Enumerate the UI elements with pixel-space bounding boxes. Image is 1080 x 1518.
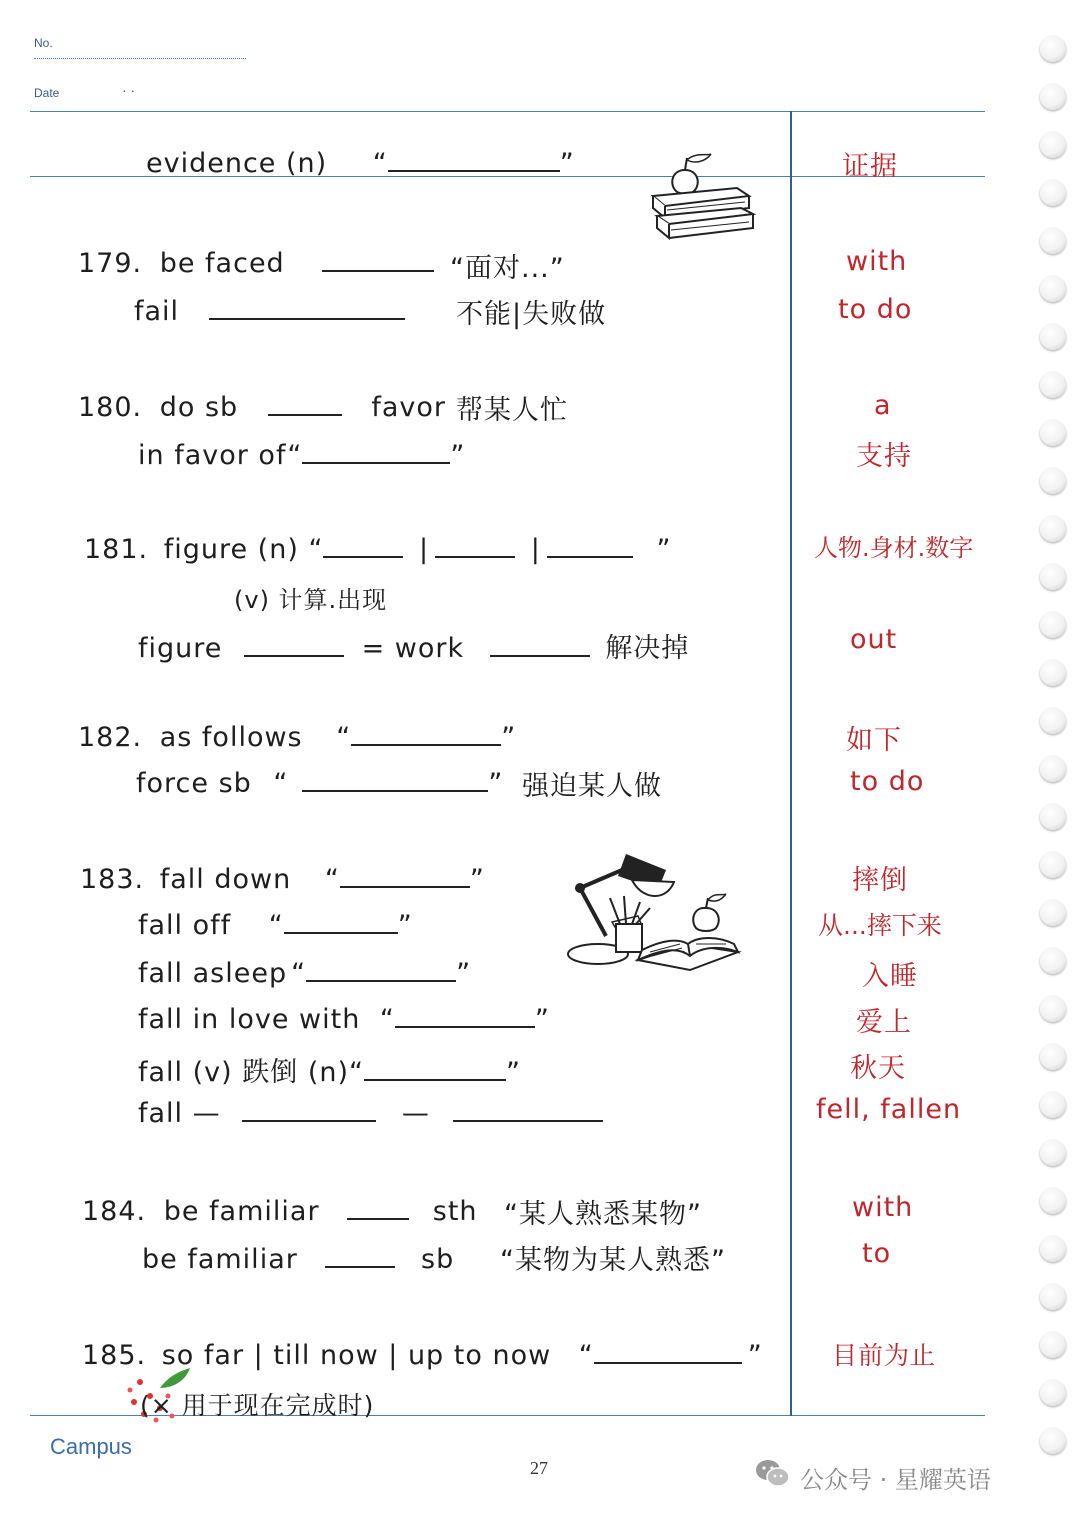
answer-blank xyxy=(547,556,633,558)
entry-183-line-1 xyxy=(80,864,485,895)
binding-ring xyxy=(1040,324,1066,350)
answer-blank xyxy=(302,462,450,464)
entry-179-line-1 xyxy=(78,248,434,279)
close-quote: ” xyxy=(501,722,517,753)
item-number: 185. xyxy=(82,1340,147,1371)
binding-ring xyxy=(1040,564,1066,590)
binding-ring xyxy=(1040,660,1066,686)
answer-blank xyxy=(388,170,560,172)
meaning-text: “某人熟悉某物” xyxy=(504,1199,702,1230)
binding-ring xyxy=(1040,468,1066,494)
close-quote: ” xyxy=(506,1057,522,1088)
answer-blank xyxy=(242,1120,376,1122)
meaning-text: “某物为某人熟悉” xyxy=(500,1245,726,1276)
entry-184-line-1 xyxy=(82,1196,478,1227)
page-number: 27 xyxy=(530,1458,548,1478)
answer-text: 人物.身材.数字 xyxy=(814,534,974,562)
phrase-text: be faced xyxy=(159,248,285,279)
no-dotted-line xyxy=(34,58,246,59)
phrase-text: favor xyxy=(371,392,447,423)
no-label: No. xyxy=(34,36,53,50)
answer-blank xyxy=(323,556,403,558)
entry-word: evidence (n) xyxy=(146,148,328,179)
item-number: 183. xyxy=(80,864,145,895)
entry-183-line-2 xyxy=(138,910,413,941)
entry-181-line-3 xyxy=(138,626,689,665)
entry-180-line-1 xyxy=(78,392,446,423)
entry-180-line-2 xyxy=(138,440,465,471)
open-quote: “ xyxy=(287,440,303,471)
binding-ring xyxy=(1040,1428,1066,1454)
phrase-text: fall in love with xyxy=(138,1004,361,1035)
entry-182-line-1 xyxy=(78,722,516,753)
entry-179-line-2 xyxy=(134,296,405,327)
separator: | xyxy=(530,534,541,565)
binding-ring xyxy=(1040,852,1066,878)
answer-blank xyxy=(244,655,344,657)
phrase-text: sb xyxy=(421,1244,455,1275)
answer-blank xyxy=(322,270,434,272)
binding-ring xyxy=(1040,1284,1066,1310)
binding-ring xyxy=(1040,1140,1066,1166)
separator: | xyxy=(419,534,430,565)
date-dots: · · xyxy=(122,82,136,98)
answer-text: 入睡 xyxy=(862,961,918,992)
binding-ring xyxy=(1040,516,1066,542)
meaning-text: 强迫某人做 xyxy=(522,771,662,802)
answer-text: with xyxy=(852,1192,914,1223)
entry-184-line-2 xyxy=(142,1244,454,1275)
answer-blank xyxy=(284,932,398,934)
answer-text: 摔倒 xyxy=(852,865,908,896)
phrase-text: sth xyxy=(432,1196,478,1227)
phrase-text: = work xyxy=(361,633,465,664)
phrase-text: figure xyxy=(138,633,223,664)
item-number: 184. xyxy=(82,1196,147,1227)
phrase-text: fall asleep xyxy=(138,958,288,989)
brand-logo: Campus xyxy=(50,1434,132,1459)
open-quote: “ xyxy=(349,1057,365,1088)
phrase-text: be familiar xyxy=(163,1196,320,1227)
lamp-book-illustration xyxy=(566,848,742,974)
watermark-text: 公众号 · 星耀英语 xyxy=(800,1466,991,1494)
entry-183-line-5 xyxy=(138,1050,521,1089)
binding-ring xyxy=(1040,804,1066,830)
answer-blank xyxy=(395,1026,535,1028)
phrase-text: figure (n) xyxy=(163,534,299,565)
phrase-text: as follows xyxy=(159,722,303,753)
binding-ring xyxy=(1040,948,1066,974)
answer-text: out xyxy=(850,624,898,655)
binding-ring xyxy=(1040,36,1066,62)
close-quote: ” xyxy=(469,864,485,895)
phrase-text: fall off xyxy=(138,910,232,941)
answer-text: to xyxy=(862,1238,892,1269)
phrase-text: fall (v) 跌倒 (n) xyxy=(138,1057,350,1088)
phrase-text: force sb xyxy=(136,768,252,799)
answer-text: with xyxy=(846,246,908,277)
answer-text: to do xyxy=(838,294,913,325)
phrase-text: be familiar xyxy=(142,1244,298,1275)
phrase-text: do sb xyxy=(159,392,239,423)
answer-text: 如下 xyxy=(846,725,902,756)
binding-ring xyxy=(1040,180,1066,206)
open-quote: “ xyxy=(273,768,289,799)
dash: — xyxy=(401,1098,430,1129)
phrase-text: in favor of xyxy=(138,440,288,471)
answer-blank xyxy=(340,886,470,888)
item-number: 179. xyxy=(78,248,143,279)
binding-ring xyxy=(1040,1236,1066,1262)
close-quote: ” xyxy=(397,910,413,941)
answer-blank xyxy=(302,790,488,792)
item-number: 181. xyxy=(84,534,149,565)
binding-ring xyxy=(1040,1092,1066,1118)
binding-ring xyxy=(1040,996,1066,1022)
open-quote: “ xyxy=(324,864,340,895)
books-apple-illustration xyxy=(645,148,757,242)
answer-text: 秋天 xyxy=(850,1053,906,1084)
binding-ring xyxy=(1040,228,1066,254)
answer-blank xyxy=(351,744,501,746)
meaning-text: 不能|失败做 xyxy=(456,299,607,330)
phrase-text: fall down xyxy=(159,864,292,895)
open-quote: “ xyxy=(336,722,352,753)
answer-blank xyxy=(347,1218,409,1220)
item-number: 180. xyxy=(78,392,143,423)
meaning-text: 解决掉 xyxy=(605,633,690,664)
open-quote: “ xyxy=(291,958,307,989)
binding-ring xyxy=(1040,1380,1066,1406)
binding-ring xyxy=(1040,372,1066,398)
binding-ring xyxy=(1040,1044,1066,1070)
entry-182-line-2 xyxy=(136,768,503,799)
close-quote: ” xyxy=(456,958,472,989)
answer-text: a xyxy=(874,390,892,421)
item-number: 182. xyxy=(78,722,143,753)
meaning-text: “面对...” xyxy=(450,253,565,284)
entry-evidence xyxy=(146,148,575,179)
date-label: Date xyxy=(34,86,60,100)
answer-text: 目前为止 xyxy=(832,1341,937,1370)
entry-185-line-2: (× 用于现在完成时) xyxy=(140,1391,375,1420)
answer-blank xyxy=(453,1120,603,1122)
answer-text: to do xyxy=(850,766,925,797)
close-quote: ” xyxy=(488,768,504,799)
answer-text: fell, fallen xyxy=(816,1094,962,1125)
close-quote: ” xyxy=(559,148,575,179)
answer-blank xyxy=(325,1266,395,1268)
entry-181-line-2: (v) 计算.出现 xyxy=(234,586,388,614)
phrase-text: so far | till now | up to now xyxy=(161,1340,552,1371)
open-quote: “ xyxy=(268,910,284,941)
answer-blank xyxy=(594,1362,742,1364)
phrase-text: fall — xyxy=(138,1098,221,1129)
binding-ring xyxy=(1040,1188,1066,1214)
open-quote: “ xyxy=(578,1340,594,1371)
margin-line xyxy=(790,111,792,1416)
binding-ring xyxy=(1040,132,1066,158)
answer-blank xyxy=(209,318,405,320)
binding-ring xyxy=(1040,708,1066,734)
answer-text: 从...摔下来 xyxy=(818,911,942,940)
binding-ring xyxy=(1040,1332,1066,1358)
close-quote: ” xyxy=(747,1340,763,1371)
answer-text: 证据 xyxy=(842,151,898,182)
answer-blank xyxy=(268,414,342,416)
answer-blank xyxy=(490,655,590,657)
answer-blank xyxy=(435,556,515,558)
binding-ring xyxy=(1040,84,1066,110)
entry-183-line-3 xyxy=(138,958,471,989)
close-quote: ” xyxy=(656,534,672,565)
entry-181-line-1 xyxy=(84,534,671,565)
entry-183-line-4 xyxy=(138,1004,550,1035)
binding-ring xyxy=(1040,276,1066,302)
phrase-text: fail xyxy=(134,296,180,327)
binding-ring xyxy=(1040,420,1066,446)
entry-183-line-6 xyxy=(138,1098,603,1129)
open-quote: “ xyxy=(372,148,388,179)
close-quote: ” xyxy=(450,440,466,471)
open-quote: “ xyxy=(379,1004,395,1035)
open-quote: “ xyxy=(308,534,324,565)
top-rule xyxy=(30,111,985,112)
answer-text: 爱上 xyxy=(856,1007,912,1038)
answer-text: 支持 xyxy=(856,441,912,472)
close-quote: ” xyxy=(534,1004,550,1035)
binding-ring xyxy=(1040,900,1066,926)
binding-ring xyxy=(1040,612,1066,638)
answer-blank xyxy=(306,980,456,982)
meaning-text: 帮某人忙 xyxy=(456,395,568,426)
binding-ring xyxy=(1040,756,1066,782)
wechat-icon xyxy=(754,1458,790,1488)
answer-blank xyxy=(364,1079,506,1081)
